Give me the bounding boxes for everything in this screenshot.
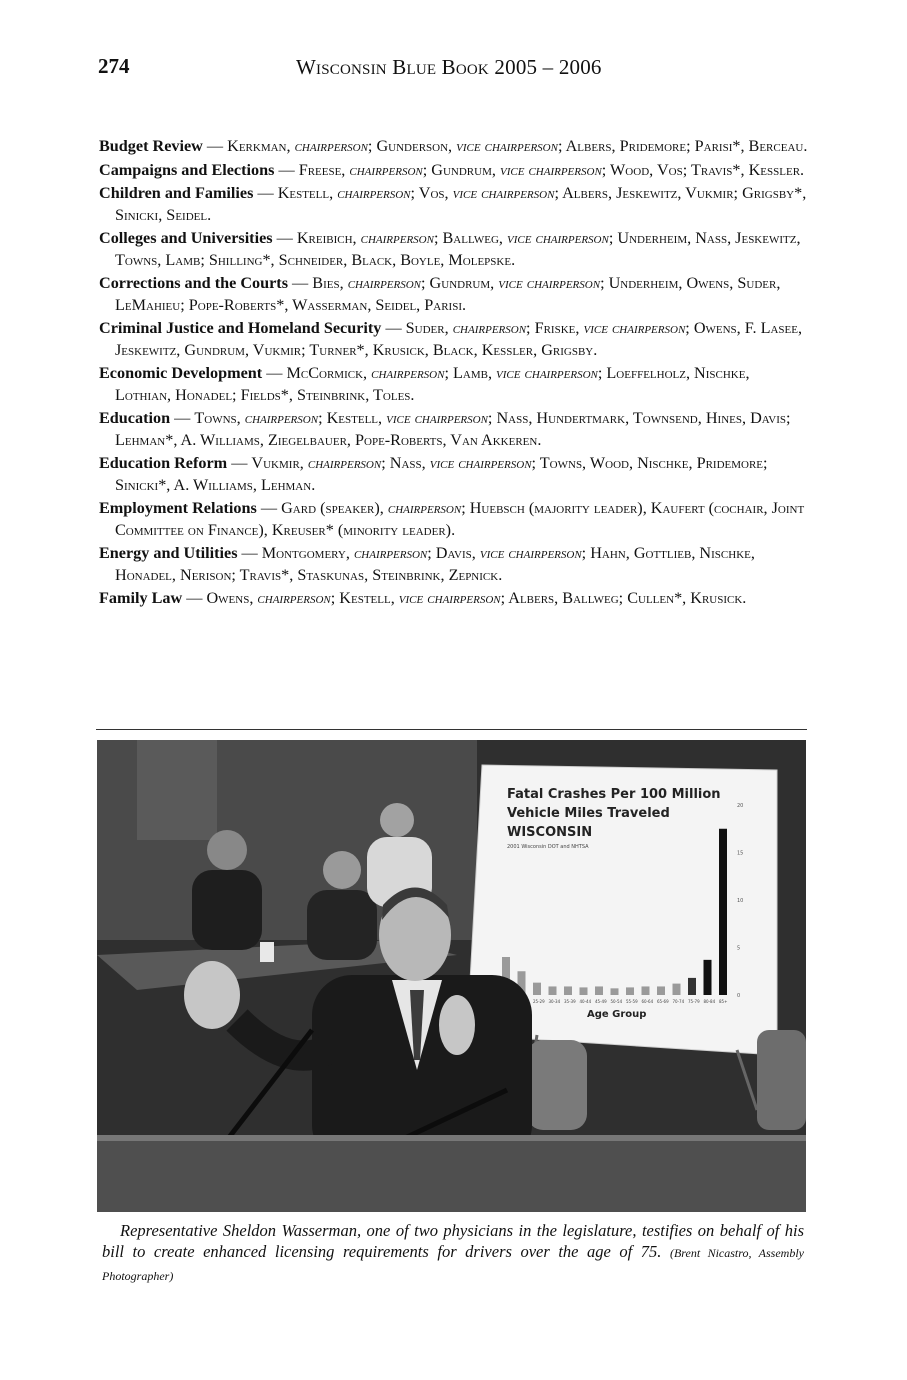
- committee-members: McCormick, chairperson; Lamb, vice chairperson; Loeffelholz, Nischke, Lothian, Honadel; Fields*, Steinbrink, Toles.: [115, 364, 750, 404]
- committee-members: Suder, chairperson; Friske, vice chairperson; Owens, F. Lasee, Jeskewitz, Gundrum, Vukmir; Turner*, Krusick, Black, Kessler, Grigsby.: [115, 319, 803, 359]
- page-number: 274: [98, 54, 130, 78]
- committee-entry: Colleges and Universities — Kreibich, chairperson; Ballweg, vice chairperson; Underheim, Nass, Jeskewitz, Towns, Lamb; Shilling*, Schneider, Black, Boyle, Molepske.: [99, 229, 801, 269]
- committee-members: Kerkman, chairperson; Gunderson, vice chairperson; Albers, Pridemore; Parisi*, Berceau.: [227, 137, 808, 155]
- committee-name: Campaigns and Elections: [99, 160, 275, 179]
- witness-table: [97, 1135, 806, 1212]
- poster-tick-label: 70-74: [672, 999, 685, 1004]
- poster-bar: [549, 986, 557, 995]
- chair: [527, 1040, 587, 1130]
- photo-illustration: [97, 740, 806, 1212]
- poster-bar: [626, 987, 634, 995]
- poster-tick-label: 85+: [719, 999, 728, 1004]
- committee-entry: Campaigns and Elections — Freese, chairperson; Gundrum, vice chairperson; Wood, Vos; Travis*, Kessler.: [99, 160, 805, 179]
- committee-entry: Education — Towns, chairperson; Kestell, vice chairperson; Nass, Hundertmark, Townsend, Hines, Davis; Lehman*, A. Williams, Ziegelbauer, Pope-Roberts, Van Akkeren.: [99, 409, 791, 449]
- committee-name: Budget Review: [99, 137, 203, 155]
- committee-members: Montgomery, chairperson; Davis, vice chairperson; Hahn, Gottlieb, Nischke, Honadel, Nerison; Travis*, Staskunas, Steinbrink, Zepnick.: [115, 544, 755, 584]
- divider: [96, 729, 807, 730]
- committee-name: Colleges and Universities: [99, 229, 273, 247]
- committee-entry: Education Reform — Vukmir, chairperson; Nass, vice chairperson; Towns, Wood, Nischke, Pridemore; Sinicki*, A. Williams, Lehman.: [99, 454, 768, 494]
- poster-tick-label: 50-54: [610, 999, 623, 1004]
- poster-bar: [673, 984, 681, 995]
- person-head: [207, 830, 247, 870]
- committee-name: Education Reform: [99, 454, 228, 472]
- poster-tick-label: 65-69: [657, 999, 669, 1004]
- table-edge: [97, 1135, 806, 1141]
- committee-name: Energy and Utilities: [99, 544, 238, 562]
- committee-entry: Family Law — Owens, chairperson; Kestell, vice chairperson; Albers, Ballweg; Cullen*, Krusick.: [99, 589, 747, 607]
- poster-tick-label: 25-29: [533, 999, 545, 1004]
- committee-entry: Energy and Utilities — Montgomery, chairperson; Davis, vice chairperson; Hahn, Gottlieb, Nischke, Honadel, Nerison; Travis*, Staskunas, Steinbrink, Zepnick.: [99, 544, 755, 584]
- poster-ytick: 5: [737, 945, 741, 952]
- poster-bar: [564, 986, 572, 995]
- person-body: [192, 870, 262, 950]
- committee-entry: Criminal Justice and Homeland Security — Suder, chairperson; Friske, vice chairperson; Owens, F. Lasee, Jeskewitz, Gundrum, Vukmir; Turner*, Krusick, Black, Kessler, Grigsby.: [99, 319, 803, 359]
- committee-members: Bies, chairperson; Gundrum, vice chairperson; Underheim, Owens, Suder, LeMahieu; Pope-Roberts*, Wasserman, Seidel, Parisi.: [115, 274, 781, 314]
- speaker-left-hand: [184, 961, 240, 1029]
- running-head: Wisconsin Blue Book 2005 – 2006: [296, 55, 602, 79]
- person-head: [380, 803, 414, 837]
- poster-tick-label: 55-59: [626, 999, 638, 1004]
- committee-list: [99, 136, 809, 612]
- committee-members: Freese, chairperson; Gundrum, vice chairperson; Wood, Vos; Travis*, Kessler.: [298, 160, 805, 179]
- chair: [757, 1030, 806, 1130]
- committee-name: Criminal Justice and Homeland Security: [99, 319, 382, 337]
- poster-bar: [657, 986, 665, 995]
- poster-ytick: 15: [737, 850, 744, 857]
- committee-members: Owens, chairperson; Kestell, vice chairperson; Albers, Ballweg; Cullen*, Krusick.: [206, 589, 747, 607]
- poster-bar: [642, 986, 650, 995]
- poster-title-line-1: Fatal Crashes Per 100 Million: [507, 787, 721, 802]
- poster-title-line-3: WISCONSIN: [507, 825, 593, 840]
- poster-bar: [704, 960, 712, 995]
- committee-members: Kestell, chairperson; Vos, vice chairperson; Albers, Jeskewitz, Vukmir; Grigsby*, Sinicki, Seidel.: [115, 184, 807, 224]
- poster-tick-label: 30-34: [548, 999, 561, 1004]
- committee-entry: Children and Families — Kestell, chairperson; Vos, vice chairperson; Albers, Jeskewitz, Vukmir; Grigsby*, Sinicki, Seidel.: [99, 184, 807, 224]
- poster-tick-label: 60-64: [641, 999, 654, 1004]
- committee-entry: Corrections and the Courts — Bies, chairperson; Gundrum, vice chairperson; Underheim, Owens, Suder, LeMahieu; Pope-Roberts*, Wasserman, Seidel, Parisi.: [99, 274, 781, 314]
- poster-tick-label: 35-39: [564, 999, 576, 1004]
- committee-name: Corrections and the Courts: [99, 274, 288, 292]
- photo-credit: (Brent Nicastro, Assembly Photographer): [102, 1246, 805, 1283]
- poster-bar: [580, 987, 588, 995]
- poster-bar: [611, 988, 619, 995]
- poster-title-line-2: Vehicle Miles Traveled: [507, 806, 670, 821]
- committee-name: Education: [99, 409, 171, 427]
- committee-members: Vukmir, chairperson; Nass, vice chairperson; Towns, Wood, Nischke, Pridemore; Sinicki*, A. Williams, Lehman.: [115, 454, 768, 494]
- speaker-right-hand: [439, 995, 475, 1055]
- committee-entry: Employment Relations — Gard (speaker), chairperson; Huebsch (majority leader), Kaufert (cochair, Joint Committee on Finance), Kreuser* (minority leader).: [99, 499, 805, 539]
- committee-members: Towns, chairperson; Kestell, vice chairperson; Nass, Hundertmark, Townsend, Hines, Davis; Lehman*, A. Williams, Ziegelbauer, Pope-Roberts, Van Akkeren.: [115, 409, 791, 449]
- photograph: [97, 740, 806, 1212]
- cup: [260, 942, 274, 962]
- committee-name: Employment Relations: [99, 499, 257, 517]
- doorway: [137, 740, 217, 840]
- poster-tick-label: 75-79: [688, 999, 700, 1004]
- person-body: [307, 890, 377, 960]
- poster-tick-label: 40-44: [579, 999, 592, 1004]
- committee-members: Gard (speaker), chairperson; Huebsch (majority leader), Kaufert (cochair, Joint Committee on Finance), Kreuser* (minority leader).: [115, 499, 805, 539]
- poster-bar: [533, 983, 541, 995]
- committee-name: Children and Families: [99, 184, 254, 202]
- caption-text: Representative Sheldon Wasserman, one of two physicians in the legislature, testifies on behalf of his bill to create enhanced licensing requirements for drivers over the age of 75.: [102, 1221, 804, 1261]
- poster-bar: [595, 986, 603, 995]
- committee-members: Kreibich, chairperson; Ballweg, vice chairperson; Underheim, Nass, Jeskewitz, Towns, Lamb; Shilling*, Schneider, Black, Boyle, Molepske.: [115, 229, 801, 269]
- poster-xlabel: Age Group: [587, 1009, 647, 1020]
- committee-name: Economic Development: [99, 364, 263, 382]
- committee-entry: Budget Review — Kerkman, chairperson; Gunderson, vice chairperson; Albers, Pridemore; Parisi*, Berceau.: [99, 137, 808, 155]
- committee-name: Family Law: [99, 589, 183, 607]
- poster-bar: [688, 978, 696, 995]
- poster-tick-label: 80-84: [703, 999, 716, 1004]
- poster-source: 2001 Wisconsin DOT and NHTSA: [507, 844, 589, 850]
- poster-tick-label: 45-49: [595, 999, 607, 1004]
- poster-bar: [719, 829, 727, 995]
- poster-ytick: 10: [737, 898, 744, 904]
- person-head: [323, 851, 361, 889]
- poster-ytick: 20: [737, 803, 744, 809]
- poster-ytick: 0: [737, 993, 741, 999]
- committee-entry: Economic Development — McCormick, chairperson; Lamb, vice chairperson; Loeffelholz, Nischke, Lothian, Honadel; Fields*, Steinbrink, Toles.: [99, 364, 750, 404]
- photo-caption: [102, 1220, 804, 1287]
